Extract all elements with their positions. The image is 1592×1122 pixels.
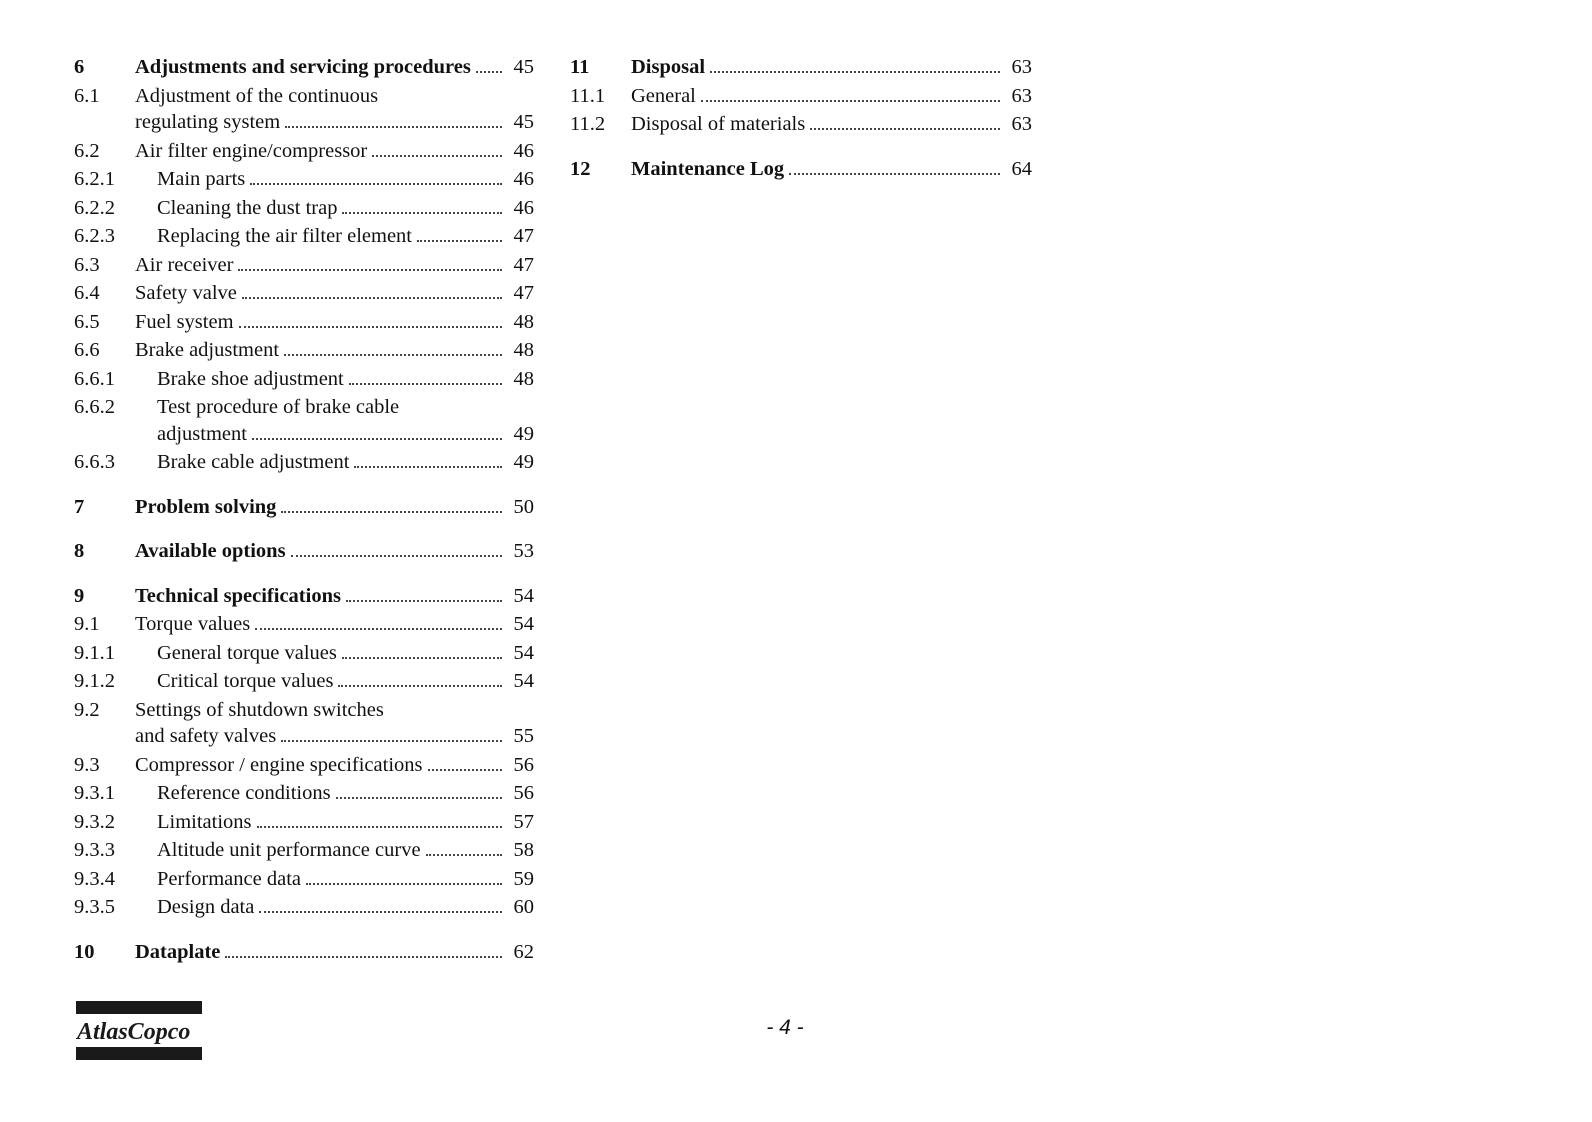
toc-entry-line	[135, 309, 534, 336]
dot-leader	[336, 797, 502, 799]
toc-entry	[74, 611, 534, 638]
toc-entry-line	[135, 583, 534, 610]
toc-entry-title: Altitude unit performance curve	[157, 839, 421, 861]
toc-entry-title: Reference conditions	[157, 782, 331, 804]
toc-entry	[74, 309, 534, 336]
toc-entry-page: 63	[1011, 113, 1032, 135]
toc-entry-line	[135, 138, 534, 165]
toc-entry-page: 59	[513, 867, 534, 890]
toc-entry	[74, 252, 534, 279]
dot-leader	[291, 555, 502, 557]
toc-entry-title: Disposal	[631, 56, 706, 78]
toc-entry-line	[157, 809, 534, 836]
dot-leader	[342, 657, 502, 659]
toc-entry-body	[135, 668, 534, 695]
toc-entry	[74, 697, 534, 750]
toc-entry-number: 6.5	[74, 310, 100, 333]
dot-leader	[710, 71, 1000, 73]
toc-entry-page: 54	[513, 641, 534, 664]
toc-entry-number: 11.1	[570, 84, 606, 107]
toc-entry	[74, 166, 534, 193]
toc-entry-page: 53	[513, 540, 534, 562]
toc-entry-line	[631, 156, 1032, 183]
toc-entry-number: 9.3.2	[74, 810, 115, 833]
toc-entry-line	[135, 54, 534, 81]
dot-leader	[259, 911, 502, 913]
toc-entry-number: 10	[74, 940, 95, 963]
toc-entry-number: 6.2.3	[74, 225, 115, 247]
toc-entry	[74, 668, 534, 695]
toc-entry-page: 45	[513, 111, 534, 133]
toc-entry-number: 6.6	[74, 339, 100, 361]
toc-entry-number: 6.4	[74, 282, 100, 304]
toc-entry-body	[135, 309, 534, 336]
toc-entry	[74, 583, 534, 610]
toc-entry-line	[157, 449, 534, 476]
toc-entry-title: Performance data	[157, 867, 301, 890]
dot-leader	[372, 155, 502, 157]
toc-entry-body	[135, 449, 534, 476]
toc-entry-line	[157, 837, 534, 864]
dot-leader	[242, 297, 502, 299]
toc-entry-title: Available options	[135, 540, 286, 562]
svg-text:AtlasCopco: AtlasCopco	[77, 1019, 191, 1045]
toc-entry-line	[135, 752, 534, 779]
toc-entry-line	[157, 866, 534, 893]
toc-entry-line	[135, 280, 534, 307]
toc-entry-page: 47	[513, 253, 534, 276]
toc-entry-page: 49	[513, 451, 534, 473]
toc-entry	[74, 939, 534, 966]
toc-entry-number: 6.6.2	[74, 396, 115, 418]
toc-entry-page: 47	[513, 225, 534, 247]
toc-entry-line	[157, 894, 534, 921]
toc-entry-title: adjustment	[157, 422, 247, 445]
toc-entry-number: 9.1.1	[74, 641, 115, 664]
toc-entry-number: 9.3.3	[74, 839, 115, 861]
toc-entry-title: Safety valve	[135, 282, 237, 304]
toc-entry-number: 6	[74, 56, 85, 78]
toc-entry-page: 58	[513, 839, 534, 861]
dot-leader	[250, 183, 502, 185]
toc-entry-title: Brake shoe adjustment	[157, 367, 344, 390]
toc-entry-page: 57	[513, 810, 534, 833]
toc-entry	[74, 894, 534, 921]
toc-entry	[570, 54, 1032, 81]
toc-entry-body	[135, 83, 534, 136]
dot-leader	[428, 769, 502, 771]
toc-entry-line	[135, 109, 534, 136]
toc-entry-number: 9.1.2	[74, 670, 115, 692]
toc-entry-body	[631, 54, 1032, 81]
toc-entry-number: 9.3	[74, 753, 100, 776]
toc-entry-body	[135, 337, 534, 364]
toc-entry-line	[157, 166, 534, 193]
toc-entry-body	[135, 939, 534, 966]
toc-entry-page: 54	[513, 670, 534, 692]
toc-entry-body	[135, 223, 534, 250]
toc-entry-page: 48	[513, 339, 534, 361]
toc-entry-title: Critical torque values	[157, 670, 334, 692]
toc-entry-line	[631, 54, 1032, 81]
toc-entry-number: 9.2	[74, 698, 100, 721]
dot-leader	[342, 212, 502, 214]
toc-entry-line	[135, 697, 534, 724]
toc-entry-line	[157, 394, 534, 421]
toc-entry	[74, 837, 534, 864]
dot-leader	[281, 511, 502, 513]
toc-entry-body	[135, 166, 534, 193]
toc-entry-number: 7	[74, 495, 85, 518]
toc-entry-page: 47	[513, 282, 534, 304]
toc-entry-line	[135, 611, 534, 638]
toc-entry-title: Dataplate	[135, 940, 221, 963]
toc-entry-page: 46	[513, 168, 534, 190]
toc-entry	[74, 223, 534, 250]
toc-entry-line	[135, 939, 534, 966]
toc-entry-line	[157, 223, 534, 250]
toc-entry-body	[135, 252, 534, 279]
toc-entry-title: Air receiver	[135, 253, 234, 276]
toc-entry	[74, 337, 534, 364]
dot-leader	[476, 71, 502, 73]
toc-entry-line	[135, 337, 534, 364]
toc-entry-body	[135, 54, 534, 81]
toc-entry-title: Adjustment of the continuous	[135, 84, 379, 107]
toc-entry-page: 64	[1011, 157, 1032, 180]
toc-entry-title: Technical specifications	[135, 584, 341, 607]
toc-entry-page: 54	[513, 584, 534, 607]
toc-entry	[74, 809, 534, 836]
toc-entry-number: 6.2.1	[74, 168, 115, 190]
toc-entry-page: 45	[513, 56, 534, 78]
toc-entry-title: Maintenance Log	[631, 157, 785, 180]
toc-entry-line	[157, 195, 534, 222]
toc-entry	[74, 752, 534, 779]
toc-entry	[74, 449, 534, 476]
toc-entry-page: 60	[513, 896, 534, 918]
toc-entry-number: 9.3.5	[74, 896, 115, 918]
toc-entry-title: Problem solving	[135, 495, 277, 518]
toc-entry-body	[631, 111, 1032, 138]
toc-entry-page: 63	[1011, 84, 1032, 107]
toc-entry-line	[631, 83, 1032, 110]
toc-entry-page: 48	[513, 310, 534, 333]
toc-entry-line	[157, 780, 534, 807]
toc-entry-page: 56	[513, 782, 534, 804]
toc-entry-page: 49	[513, 422, 534, 445]
toc-entry-title: Main parts	[157, 168, 246, 190]
toc-entry	[74, 366, 534, 393]
toc-entry-page: 48	[513, 367, 534, 390]
toc-entry-title: regulating system	[135, 111, 281, 133]
toc-entry-number: 6.1	[74, 84, 100, 107]
page-number: - 4 -	[766, 1016, 804, 1039]
toc-entry-number: 9.3.1	[74, 782, 115, 804]
toc-entry	[74, 195, 534, 222]
toc-entry-number: 6.6.3	[74, 451, 115, 473]
toc-entry-body	[631, 156, 1032, 183]
toc-entry	[74, 138, 534, 165]
toc-entry-number: 6.3	[74, 253, 100, 276]
toc-entry-title: General torque values	[157, 641, 337, 664]
toc-entry-title: Fuel system	[135, 310, 234, 333]
toc-entry-body	[135, 640, 534, 667]
toc-entry-body	[135, 780, 534, 807]
toc-entry	[74, 83, 534, 136]
toc-entry-body	[135, 366, 534, 393]
toc-entry-title: Cleaning the dust trap	[157, 196, 338, 219]
dot-leader	[810, 128, 1000, 130]
toc-entry-line	[135, 252, 534, 279]
toc-entry	[74, 780, 534, 807]
toc-entry	[74, 494, 534, 521]
dot-leader	[354, 466, 502, 468]
dot-leader	[306, 883, 502, 885]
atlas-copco-logo	[76, 1001, 202, 1061]
dot-leader	[281, 740, 502, 742]
dot-leader	[338, 685, 502, 687]
toc-entry-number: 6.2.2	[74, 196, 115, 219]
toc-entry-body	[135, 280, 534, 307]
toc-entry-line	[135, 83, 534, 110]
toc-entry-body	[135, 809, 534, 836]
dot-leader	[417, 240, 502, 242]
toc-entry-body	[135, 583, 534, 610]
toc-entry-number: 6.6.1	[74, 367, 115, 390]
toc-entry	[570, 156, 1032, 183]
toc-entry-line	[135, 538, 534, 565]
toc-entry-page: 63	[1011, 56, 1032, 78]
toc-entry-body	[135, 611, 534, 638]
toc-entry-page: 50	[513, 495, 534, 518]
toc-entry-page: 46	[513, 139, 534, 162]
toc-entry-body	[135, 752, 534, 779]
toc-entry	[74, 640, 534, 667]
toc-entry-title: General	[631, 84, 696, 107]
toc-entry	[74, 54, 534, 81]
toc-entry-title: Brake cable adjustment	[157, 451, 350, 473]
toc-entry	[74, 280, 534, 307]
toc-entry-title: Design data	[157, 896, 255, 918]
dot-leader	[346, 600, 502, 602]
toc-entry-number: 9	[74, 584, 85, 607]
toc-entry-body	[135, 894, 534, 921]
toc-entry-title: Brake adjustment	[135, 339, 280, 361]
toc-entry-body	[135, 494, 534, 521]
toc-entry-title: Disposal of materials	[631, 113, 806, 135]
toc-entry	[570, 83, 1032, 110]
toc-entry-body	[135, 837, 534, 864]
toc-entry-title: Air filter engine/compressor	[135, 139, 368, 162]
toc-entry-line	[135, 723, 534, 750]
toc-entry-number: 11	[570, 56, 590, 78]
toc-entry	[74, 866, 534, 893]
toc-entry-body	[135, 394, 534, 447]
toc-entry-title: Test procedure of brake cable	[157, 396, 400, 418]
toc-entry-line	[157, 640, 534, 667]
toc-entry-line	[157, 366, 534, 393]
toc-entry-number: 6.2	[74, 139, 100, 162]
dot-leader	[255, 628, 502, 630]
toc-right-column	[570, 54, 1032, 184]
toc-entry-number: 8	[74, 540, 85, 562]
toc-entry	[74, 394, 534, 447]
dot-leader	[239, 326, 502, 328]
toc-entry-number: 11.2	[570, 113, 606, 135]
toc-entry-body	[135, 866, 534, 893]
toc-entry-page: 54	[513, 613, 534, 635]
toc-entry-title: Replacing the air filter element	[157, 225, 412, 247]
toc-entry-body	[631, 83, 1032, 110]
toc-entry-body	[135, 697, 534, 750]
dot-leader	[284, 354, 502, 356]
dot-leader	[349, 383, 502, 385]
toc-entry-page: 56	[513, 753, 534, 776]
dot-leader	[789, 173, 1000, 175]
toc-entry-page: 46	[513, 196, 534, 219]
toc-left-column	[74, 54, 534, 967]
toc-entry-line	[157, 421, 534, 448]
toc-entry-page: 62	[513, 940, 534, 963]
dot-leader	[238, 269, 502, 271]
toc-entry-title: Torque values	[135, 613, 251, 635]
dot-leader	[225, 956, 502, 958]
toc-entry-body	[135, 138, 534, 165]
dot-leader	[285, 126, 502, 128]
toc-entry-line	[157, 668, 534, 695]
toc-entry-title: Limitations	[157, 810, 252, 833]
toc-entry-number: 9.3.4	[74, 867, 115, 890]
dot-leader	[426, 854, 502, 856]
toc-entry-line	[631, 111, 1032, 138]
toc-entry	[74, 538, 534, 565]
toc-entry-body	[135, 538, 534, 565]
toc-entry	[570, 111, 1032, 138]
toc-entry-title: Adjustments and servicing procedures	[135, 56, 471, 78]
toc-entry-number: 12	[570, 157, 591, 180]
dot-leader	[257, 826, 502, 828]
dot-leader	[701, 100, 1000, 102]
toc-entry-title: Compressor / engine specifications	[135, 753, 423, 776]
toc-entry-page: 55	[513, 725, 534, 747]
toc-entry-body	[135, 195, 534, 222]
dot-leader	[252, 438, 502, 440]
toc-entry-title: and safety valves	[135, 725, 277, 747]
toc-entry-line	[135, 494, 534, 521]
toc-entry-title: Settings of shutdown switches	[135, 698, 384, 721]
toc-entry-number: 9.1	[74, 613, 100, 635]
